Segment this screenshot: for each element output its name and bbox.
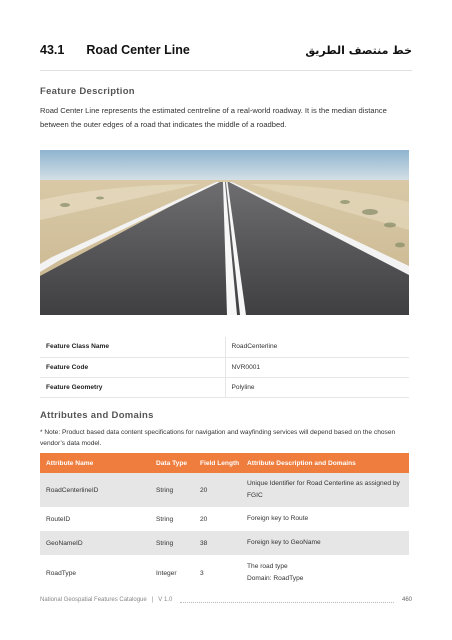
- feature-description-text: Road Center Line represents the estimated centreline of a real-world roadway. It is the median distance between the outer edges of a road that indicates the middle of a roadbed.: [40, 106, 387, 129]
- header-divider: [40, 70, 412, 71]
- description-line: The road type: [247, 563, 288, 570]
- attribute-description: [241, 473, 409, 507]
- field-length: 38: [194, 531, 241, 555]
- feature-properties-table: [40, 337, 409, 398]
- attribute-name: GeoNameID: [40, 531, 150, 555]
- page-footer: [40, 597, 412, 603]
- page-header: [40, 40, 412, 60]
- catalogue-title: National Geospatial Features Catalogue: [40, 597, 147, 603]
- table-row: [40, 555, 409, 591]
- attributes-table: [40, 453, 409, 591]
- feature-description-heading: Feature Description: [40, 86, 135, 97]
- vendor-note: * Note: Product based data content specifications for navigation and wayfinding services will depend based on the chosen vendor’s data model.: [40, 429, 396, 447]
- attribute-description: [241, 555, 409, 591]
- attribute-name: RoadCenterlineID: [40, 473, 150, 507]
- section-title: Road Center Line: [86, 43, 190, 57]
- table-row: [40, 473, 409, 507]
- property-key: Feature Code: [40, 357, 225, 377]
- property-key: Feature Geometry: [40, 377, 225, 397]
- column-header: Field Length: [194, 453, 241, 473]
- footer-separator: |: [151, 597, 154, 603]
- table-row: [40, 531, 409, 555]
- field-length: 20: [194, 473, 241, 507]
- attribute-name: RoadType: [46, 569, 77, 577]
- property-value: RoadCenterline: [225, 337, 409, 357]
- description-line: Foreign key to GeoName: [247, 539, 321, 546]
- table-header-row: [40, 453, 409, 473]
- arabic-title: خط منتصف الطريق: [305, 43, 412, 57]
- field-length: 3: [200, 569, 204, 577]
- description-domain: Domain: RoadType: [247, 575, 304, 582]
- road-photo: [40, 150, 409, 315]
- attribute-description: [241, 531, 409, 555]
- section-heading: [40, 43, 190, 57]
- data-type: Integer: [156, 569, 177, 577]
- data-type: String: [150, 473, 194, 507]
- data-type: String: [156, 515, 174, 523]
- column-header: Attribute Description and Domains: [241, 453, 409, 473]
- description-line: Foreign key to Route: [247, 515, 309, 522]
- field-length: 20: [200, 515, 208, 523]
- column-header: Data Type: [150, 453, 194, 473]
- attribute-description: [241, 507, 409, 531]
- property-value: NVR0001: [225, 357, 409, 377]
- property-key: Feature Class Name: [40, 337, 225, 357]
- table-row: [40, 377, 409, 397]
- table-row: [40, 357, 409, 377]
- road-image: [40, 150, 409, 315]
- description-line: Unique Identifier for Road Centerline as assigned by FGIC: [247, 480, 400, 499]
- table-row: [40, 337, 409, 357]
- attribute-name: RouteID: [46, 515, 71, 523]
- version-label: V 1.0: [158, 597, 173, 603]
- page-number: 460: [401, 597, 412, 603]
- property-value: Polyline: [225, 377, 409, 397]
- data-type: String: [150, 531, 194, 555]
- section-number: 43.1: [40, 43, 65, 57]
- dotted-leader: [180, 602, 394, 603]
- table-row: [40, 507, 409, 531]
- column-header: Attribute Name: [40, 453, 150, 473]
- attributes-heading: Attributes and Domains: [40, 410, 154, 421]
